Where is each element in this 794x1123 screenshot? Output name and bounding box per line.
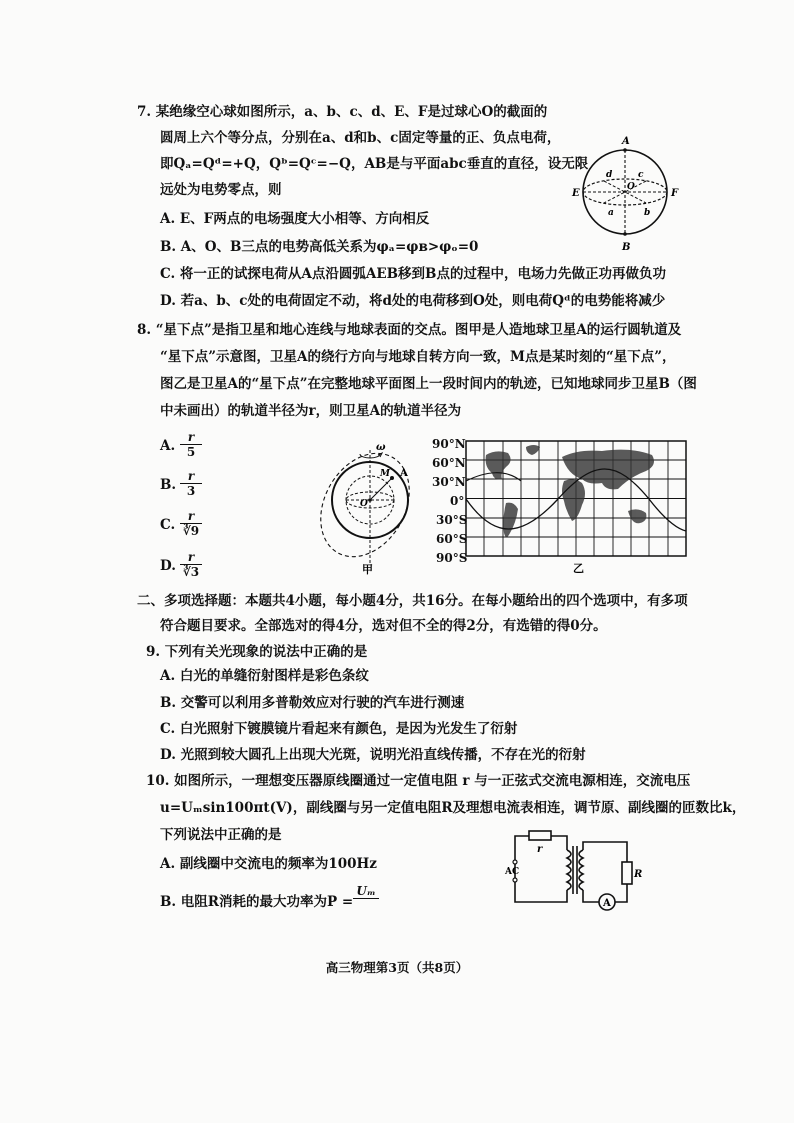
sphere-label-a-top: A: [622, 136, 630, 147]
sphere-label-c: c: [638, 170, 644, 180]
q8-option-b-label: B.: [160, 477, 177, 493]
q9-option-a: A. 白光的单缝衍射图样是彩色条纹: [160, 668, 369, 684]
q8-option-d-fraction: [180, 550, 202, 579]
q8-option-d-label: D.: [160, 558, 176, 574]
q8-option-d-numerator: r: [180, 550, 202, 565]
lat-label-90s: 90°S: [436, 551, 468, 565]
circuit-label-ac: AC: [505, 867, 520, 877]
q10-option-a: A. 副线圈中交流电的频率为100Hz: [160, 856, 377, 872]
q8-option-d-denominator: ∛3: [182, 565, 200, 579]
figure-yi-caption: 乙: [573, 562, 584, 575]
q7-option-c: C. 将一正的试探电荷从A点沿圆弧AEB移到B点的过程中，电场力先做正功再做负功: [160, 266, 666, 282]
circuit-label-r-large: R: [634, 869, 643, 880]
q8-option-b-fraction: [180, 469, 202, 498]
lat-label-60n: 60°N: [432, 456, 466, 470]
q8-option-a-fraction: [180, 430, 202, 459]
q8-option-c-fraction: [180, 509, 202, 538]
q9-option-d: D. 光照到较大圆孔上出现大光斑，说明光沿直线传播，不存在光的衍射: [160, 747, 586, 763]
transformer-circuit-figure: [505, 832, 645, 918]
sphere-label-o: O: [627, 182, 635, 192]
omega-label: ω: [376, 442, 386, 453]
q8-option-a-numerator: r: [180, 430, 202, 445]
circuit-label-r-small: r: [537, 844, 543, 855]
sphere-label-e: E: [572, 188, 580, 199]
q7-line3: 即Qₐ=Qᵈ=+Q，Qᵇ=Qᶜ=−Q，AB是与平面abc垂直的直径，设无限: [160, 156, 589, 172]
q7-option-a: A. E、F两点的电场强度大小相等、方向相反: [160, 211, 430, 227]
q8-line4: 中未画出）的轨道半径为r，则卫星A的轨道半径为: [160, 403, 462, 419]
lat-label-90n: 90°N: [432, 437, 466, 451]
page-footer: 高三物理第3页（共8页）: [325, 960, 469, 975]
q7-line1: 7. 某绝缘空心球如图所示，a、b、c、d、E、F是过球心O的截面的: [137, 104, 548, 120]
earth-orbit-figure: [300, 440, 430, 575]
q7-line4: 远处为电势零点，则: [160, 182, 282, 198]
q7-option-b: B. A、O、B三点的电势高低关系为φₐ=φʙ>φₒ=0: [160, 239, 479, 255]
world-map-figure: [466, 441, 688, 576]
sphere-label-a: a: [608, 208, 614, 218]
q9-option-b: B. 交警可以利用多普勒效应对行驶的汽车进行测速: [160, 695, 465, 711]
sphere-label-d: d: [606, 170, 613, 180]
q7-option-d: D. 若a、b、c处的电荷固定不动，将d处的电荷移到O处，则电荷Qᵈ的电势能将减少: [160, 293, 666, 309]
q8-option-a-label: A.: [160, 438, 176, 454]
q9-option-c: C. 白光照射下镀膜镜片看起来有颜色，是因为光发生了衍射: [160, 721, 518, 737]
q9-line1: 9. 下列有关光现象的说法中正确的是: [146, 644, 368, 660]
q10-option-b-fraction: [353, 884, 379, 913]
q8-option-c-numerator: r: [180, 509, 202, 524]
sphere-label-b-bottom: B: [622, 242, 631, 253]
q8-option-b-numerator: r: [180, 469, 202, 484]
q10-line1: 10. 如图所示，一理想变压器原线圈通过一定值电阻 r 与一正弦式交流电源相连，交流电压: [146, 773, 691, 789]
q8-option-b-denominator: 3: [186, 484, 196, 498]
satellite-a-label: A: [400, 468, 408, 479]
section2-line1: 二、多项选择题：本题共4小题，每小题4分，共16分。在每小题给出的四个选项中，有多项: [137, 593, 688, 609]
lat-label-30s: 30°S: [436, 513, 468, 527]
lat-label-60s: 60°S: [436, 532, 468, 546]
q7-line2: 圆周上六个等分点，分别在a、d和b、c固定等量的正、负点电荷，: [160, 130, 561, 146]
earth-center-label: O: [360, 499, 368, 509]
q8-line2: “星下点”示意图，卫星A的绕行方向与地球自转方向一致，M点是某时刻的“星下点”，: [160, 349, 676, 365]
lat-label-equator: 0°: [450, 494, 465, 508]
q10-option-b: B. 电阻R消耗的最大功率为P =: [160, 894, 354, 910]
section2-line2: 符合题目要求。全部选对的得4分，选对但不全的得2分，有选错的得0分。: [160, 618, 607, 634]
q8-option-c-denominator: ∛9: [182, 524, 200, 538]
q8-line3: 图乙是卫星A的“星下点”在完整地球平面图上一段时间内的轨迹，已知地球同步卫星B（图: [160, 376, 697, 392]
q10-line3: 下列说法中正确的是: [160, 827, 282, 843]
sphere-label-b: b: [644, 208, 651, 218]
sphere-figure: [570, 132, 680, 257]
lat-label-30n: 30°N: [432, 475, 466, 489]
q10-option-b-numerator: Uₘ: [353, 884, 379, 899]
sphere-label-f: F: [671, 188, 679, 199]
point-m-label: M: [380, 469, 390, 479]
q8-line1: 8. “星下点”是指卫星和地心连线与地球表面的交点。图甲是人造地球卫星A的运行圆轨道及: [137, 322, 682, 338]
q8-option-a-denominator: 5: [186, 445, 196, 459]
q10-line2: u=Uₘsin100πt(V)，副线圈与另一定值电阻R及理想电流表相连，调节原、副线圈的匝数比k，: [160, 800, 746, 816]
ammeter-icon: A: [603, 898, 611, 909]
q8-option-c-label: C.: [160, 517, 176, 533]
figure-jia-caption: 甲: [362, 563, 373, 576]
